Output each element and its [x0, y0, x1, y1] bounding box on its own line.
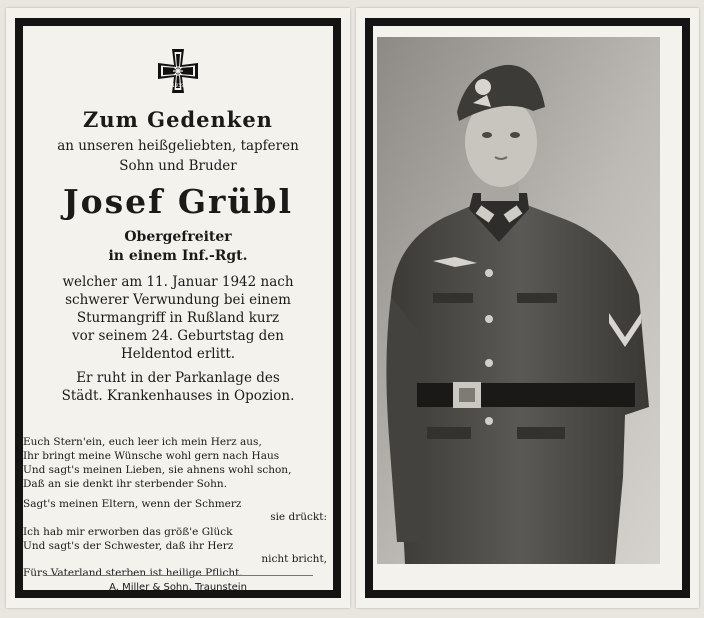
intro-line-1: an unseren heißgeliebten, tapferen [57, 138, 299, 154]
poem-line: Fürs Vaterland sterben ist heilige Pflicht. [23, 567, 243, 579]
body-line: welcher am 11. Januar 1942 nach [62, 274, 294, 290]
rank-line-1: Obergefreiter [124, 229, 232, 245]
poem-line: Ihr bringt meine Wünsche wohl gern nach Haus [23, 450, 280, 462]
poem-line: Daß an sie denkt ihr sterbender Sohn. [23, 478, 227, 490]
intro-line-2: Sohn und Bruder [119, 158, 237, 174]
rank-line-2: in einem Inf.-Rgt. [108, 248, 248, 264]
body-line: schwerer Verwundung bei einem [65, 292, 291, 308]
body-line: Städt. Krankenhauses in Opozion. [61, 388, 295, 404]
body-line: vor seinem 24. Geburtstag den [72, 328, 284, 344]
poem-line: nicht bricht, [261, 553, 327, 565]
memorial-photo-card [356, 8, 699, 608]
body-line: Er ruht in der Parkanlage des [76, 370, 280, 386]
poem-line: Und sagt's der Schwester, daß ihr Herz [23, 540, 234, 552]
cross-year: 1939 [171, 83, 185, 89]
heading: Zum Gedenken [83, 107, 273, 132]
printer-imprint: A. Miller & Sohn, Traunstein [109, 582, 247, 593]
soldier-portrait-photo [377, 37, 660, 564]
iron-cross-icon [23, 45, 333, 101]
text-area [23, 26, 333, 593]
poem-line: sie drückt: [270, 511, 327, 523]
printer-divider [43, 575, 313, 576]
body-line: Heldentod erlitt. [120, 346, 236, 362]
deceased-name: Josef Grübl [62, 182, 294, 221]
poem-line: Und sagt's meinen Lieben, sie ahnens wohl schon, [23, 464, 292, 476]
memorial-text-card [6, 8, 350, 608]
poem-line: Euch Stern'ein, euch leer ich mein Herz aus, [23, 436, 262, 448]
poem-line: Ich hab mir erworben das größ'e Glück [23, 526, 233, 538]
body-line: Sturmangriff in Rußland kurz [76, 310, 280, 326]
poem-line: Sagt's meinen Eltern, wenn der Schmerz [23, 498, 242, 510]
